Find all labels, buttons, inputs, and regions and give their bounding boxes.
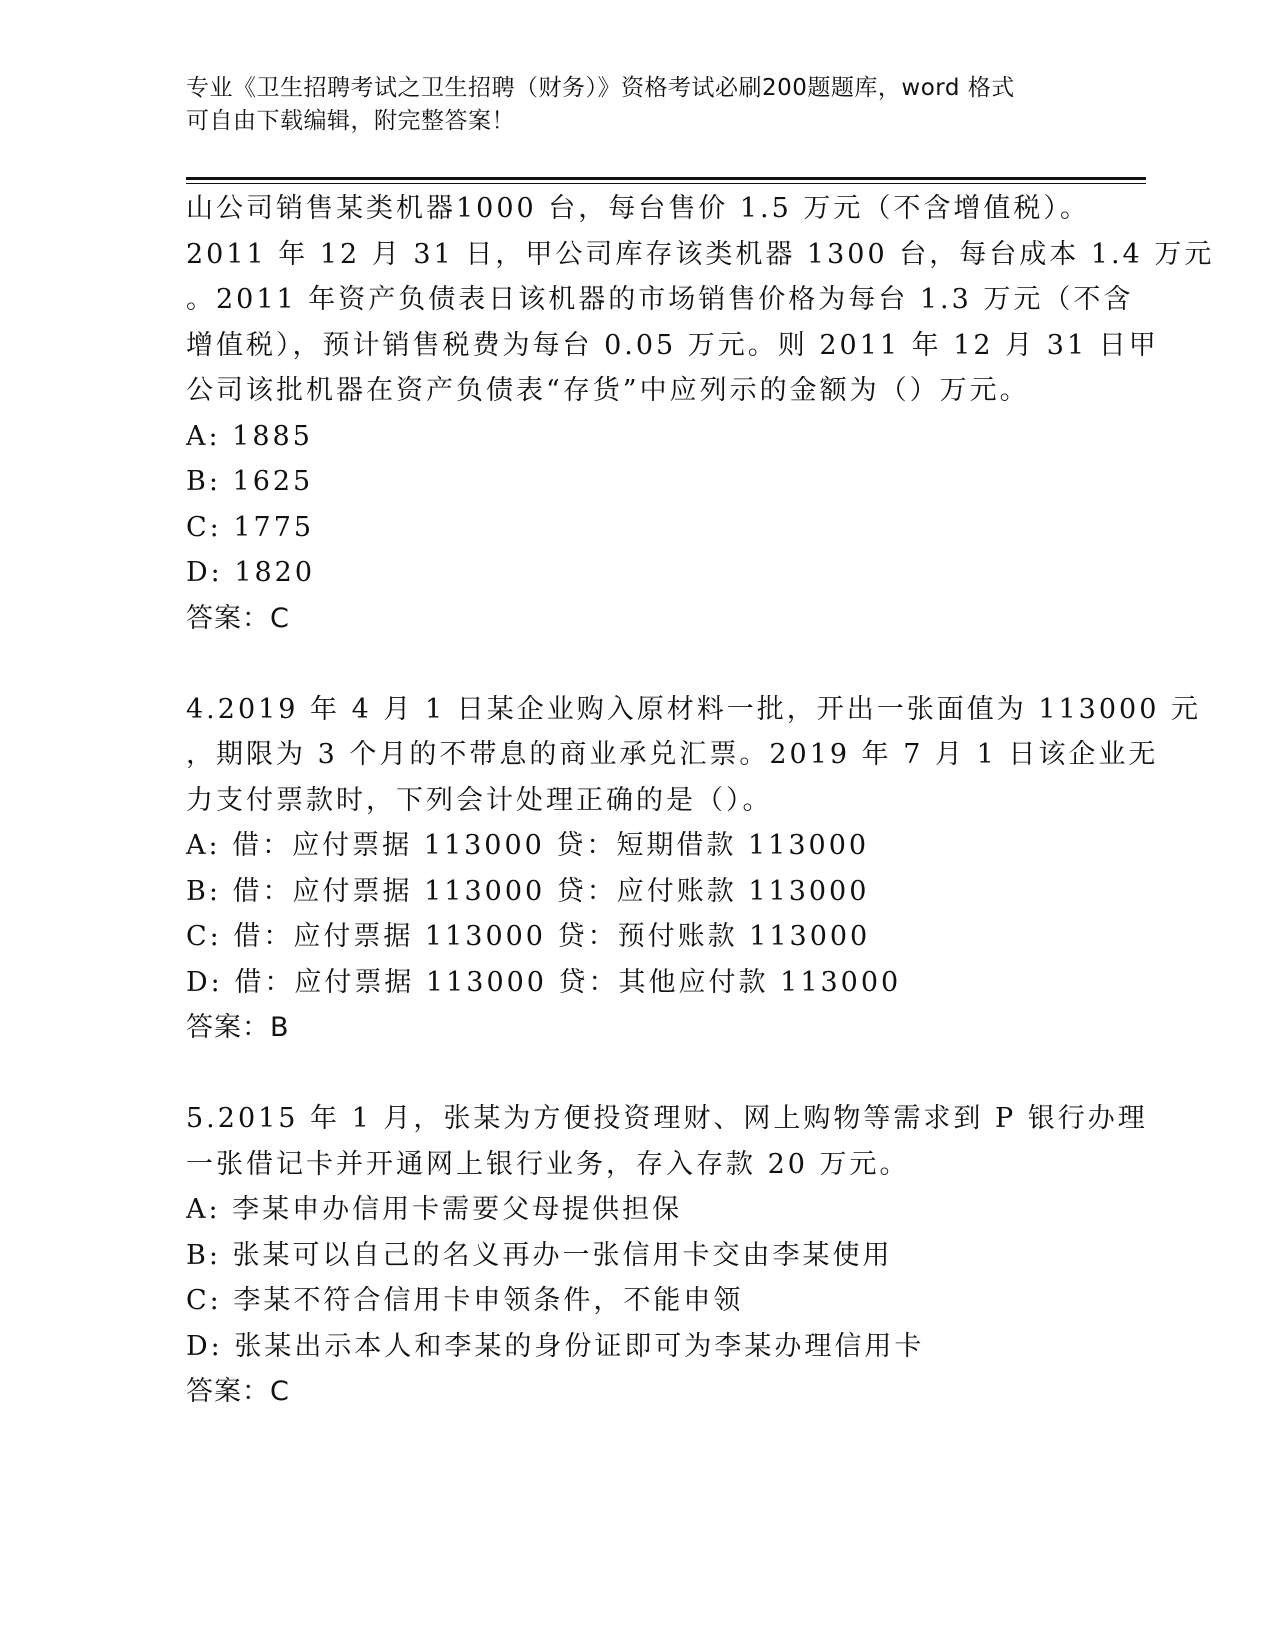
question-3-option-b: B: 1625 — [186, 466, 314, 497]
page-header — [186, 72, 1086, 138]
question-4-option-b: B: 借：应付票据 113000 贷：应付账款 113000 — [186, 875, 870, 907]
question-4-text-line: ，期限为 3 个月的不带息的商业承兑汇票。2019 年 7 月 1 日该企业无 — [186, 739, 1159, 770]
question-5-text-line: 5.2015 年 1 月，张某为方便投资理财、网上购物等需求到 P 银行办理 — [186, 1103, 1148, 1134]
question-spacer — [186, 1051, 1086, 1097]
header-line-2: 可自由下载编辑，附完整答案！ — [186, 108, 515, 134]
question-5-option-d: D: 张某出示本人和李某的身份证即可为李某办理信用卡 — [186, 1330, 925, 1362]
question-5-option-b: B: 张某可以自己的名义再办一张信用卡交由李某使用 — [186, 1239, 893, 1271]
header-rule-thin — [186, 183, 1146, 184]
question-3-option-c: C: 1775 — [186, 511, 315, 543]
question-4-option-a: A: 借：应付票据 113000 贷：短期借款 113000 — [186, 830, 870, 861]
header-line-1: 专业《卫生招聘考试之卫生招聘（财务）》资格考试必刷200题题库，word 格式 — [186, 75, 1015, 101]
question-4 — [186, 687, 1201, 1051]
question-3-text-line: 增值税），预计销售税费为每台 0.05 万元。则 2011 年 12 月 31 日甲 — [186, 329, 1159, 361]
question-5-option-a: A: 李某申办信用卡需要父母提供担保 — [186, 1194, 683, 1225]
question-3-option-d: D: 1820 — [186, 557, 316, 588]
question-3-text-line: 。2011 年资产负债表日该机器的市场销售价格为每台 1.3 万元（不含 — [186, 284, 1134, 315]
question-3-text-line: 山公司销售某类机器1000 台，每台售价 1.5 万元（不含增值税）。 — [186, 193, 1090, 224]
document-body — [186, 186, 1215, 1415]
question-5-option-c: C: 李某不符合信用卡申领条件，不能申领 — [186, 1285, 744, 1316]
question-5 — [186, 1096, 1148, 1415]
question-5-answer: 答案：C — [186, 1376, 290, 1407]
header-rule-thick — [186, 177, 1146, 180]
question-3 — [186, 186, 1215, 641]
question-4-text-line: 4.2019 年 4 月 1 日某企业购入原材料一批，开出一张面值为 113000 元 — [186, 693, 1201, 725]
question-spacer — [186, 641, 1086, 687]
question-4-text-line: 力支付票款时，下列会计处理正确的是（）。 — [186, 784, 773, 816]
question-4-option-d: D: 借：应付票据 113000 贷：其他应付款 113000 — [186, 966, 902, 998]
question-3-text-line: 2011 年 12 月 31 日，甲公司库存该类机器 1300 台，每台成本 1.4 万元 — [186, 238, 1215, 270]
question-3-text-line: 公司该批机器在资产负债表“存货”中应列示的金额为（）万元。 — [186, 375, 1030, 406]
question-5-text-line: 一张借记卡并开通网上银行业务，存入存款 20 万元。 — [186, 1148, 910, 1180]
question-3-answer: 答案：C — [186, 602, 290, 634]
question-3-option-a: A: 1885 — [186, 420, 313, 452]
question-4-option-c: C: 借：应付票据 113000 贷：预付账款 113000 — [186, 921, 871, 952]
question-4-answer: 答案：B — [186, 1012, 290, 1043]
